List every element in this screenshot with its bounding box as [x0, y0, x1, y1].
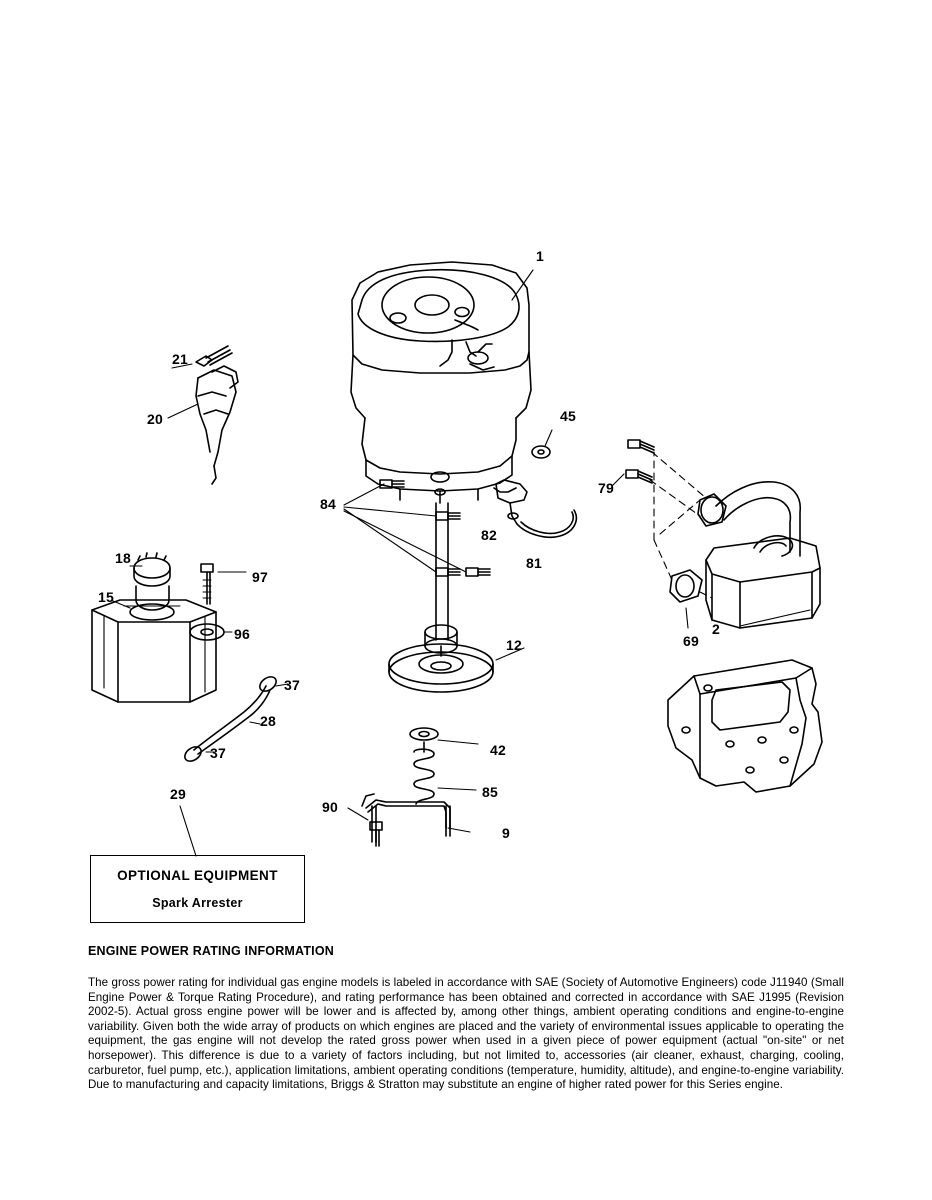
dipstick-hose-graphic [496, 480, 576, 537]
callout-number: 18 [115, 550, 131, 566]
callout-number: 2 [712, 621, 720, 637]
muffler-bolts-graphic [612, 440, 654, 486]
callout-number: 81 [526, 555, 542, 571]
fuel-tank-graphic [92, 553, 216, 702]
engine-assembly-graphic [351, 262, 531, 640]
callout-number: 84 [320, 496, 336, 512]
callout-number: 69 [683, 633, 699, 649]
optional-equipment-subtitle: Spark Arrester [152, 896, 243, 910]
callout-number: 21 [172, 351, 188, 367]
spacer-45-graphic [532, 430, 552, 458]
rod-bracket-graphic [348, 794, 470, 846]
callout-number: 37 [284, 677, 300, 693]
power-rating-body: The gross power rating for individual gas engine models is labeled in accordance with SAE (Society of Automotive Engineers) code J11940 (Small Engine Power & Torque Rating Procedure), and rating performance has been obtained and corrected in accordance with SAE J1995 (Revision 2002-5). Actual gross engine power will be lower and is affected by, among other things, ambient operating conditions and engine-to-engine variability. Given both the wide array of products on which engines are placed and the variety of environmental issues applicable to operating the equipment, the gas engine will not develop the rated gross power when used in a given piece of power equipment (actual "on-site" or net horsepower). This difference is due to a variety of factors including, but not limited to, accessories (air cleaner, exhaust, charging, cooling, carburetor, fuel pump, etc.), application limitations, ambient operating conditions (temperature, humidity, altitude), and engine-to-engine variability. Due to manufacturing and capacity limitations, Briggs & Stratton may substitute an engine of higher rated power for this Series engine. [88, 976, 844, 1092]
power-rating-heading: ENGINE POWER RATING INFORMATION [88, 944, 335, 958]
muffler-graphic [698, 482, 820, 628]
callout-number: 37 [210, 745, 226, 761]
callout-number: 42 [490, 742, 506, 758]
callout-number: 79 [598, 480, 614, 496]
optional-equipment-box [90, 855, 305, 923]
gasket-graphic [670, 570, 702, 628]
callout-number: 45 [560, 408, 576, 424]
leader-1 [512, 270, 533, 300]
callout-number: 96 [234, 626, 250, 642]
callout-number: 29 [170, 786, 186, 802]
optional-equipment-leader [180, 806, 196, 856]
callout-number: 85 [482, 784, 498, 800]
optional-equipment-title: OPTIONAL EQUIPMENT [117, 868, 278, 883]
pulley-graphic [389, 625, 524, 692]
spring-washer-graphic [410, 728, 478, 804]
callout-number: 15 [98, 589, 114, 605]
callout-number: 1 [536, 248, 544, 264]
callout-number: 82 [481, 527, 497, 543]
callout-number: 90 [322, 799, 338, 815]
callout-number: 20 [147, 411, 163, 427]
engine-bolts-graphic [344, 480, 490, 576]
callout-number: 97 [252, 569, 268, 585]
engine-deck-graphic [668, 660, 822, 792]
callout-number: 12 [506, 637, 522, 653]
callout-number: 28 [260, 713, 276, 729]
callout-number: 9 [502, 825, 510, 841]
